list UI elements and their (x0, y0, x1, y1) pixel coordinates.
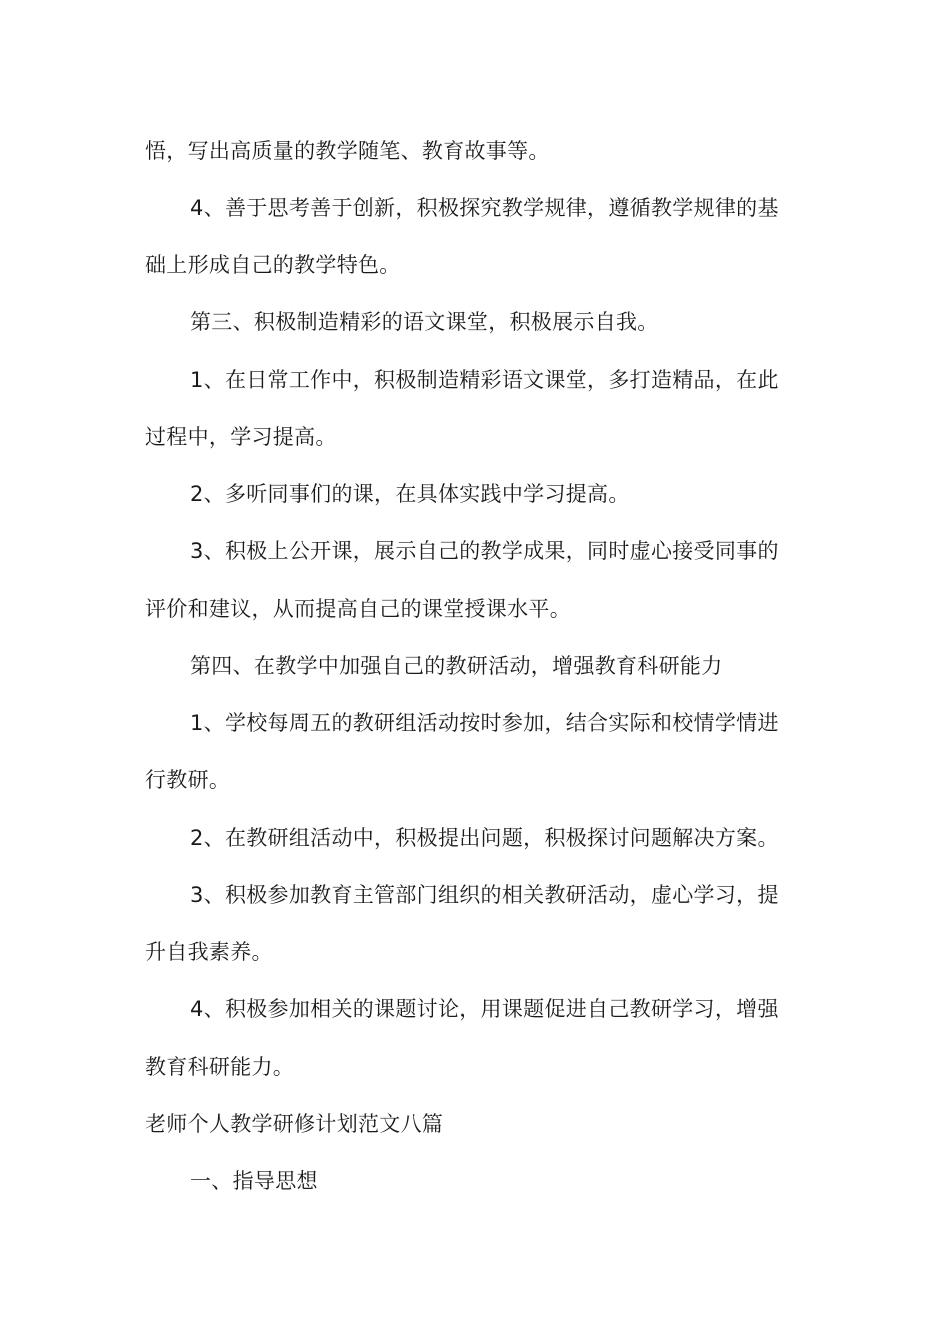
paragraph-line: 过程中，学习提高。 (145, 425, 337, 449)
paragraph-line: 教育科研能力。 (145, 1055, 295, 1079)
section-heading: 第四、在教学中加强自己的教研活动，增强教育科研能力 (190, 654, 723, 678)
paragraph-line: 升自我素养。 (145, 940, 273, 964)
paragraph-line: 1、在日常工作中，积极制造精彩语文课堂，多打造精品，在此 (190, 368, 779, 392)
paragraph-line: 悟，写出高质量的教学随笔、教育故事等。 (145, 139, 550, 163)
paragraph-line: 3、积极参加教育主管部门组织的相关教研活动，虚心学习，提 (190, 883, 779, 907)
section-heading: 第三、积极制造精彩的语文课堂，积极展示自我。 (190, 310, 659, 334)
paragraph-line: 2、在教研组活动中，积极提出问题，积极探讨问题解决方案。 (190, 826, 779, 850)
paragraph-line: 评价和建议，从而提高自己的课堂授课水平。 (145, 597, 571, 621)
paragraph-line: 4、善于思考善于创新，积极探究教学规律，遵循教学规律的基 (190, 196, 779, 220)
paragraph-line: 行教研。 (145, 768, 231, 792)
paragraph-line: 础上形成自己的教学特色。 (145, 253, 401, 277)
paragraph-line: 3、积极上公开课，展示自己的教学成果，同时虚心接受同事的 (190, 539, 779, 563)
paragraph-line: 2、多听同事们的课，在具体实践中学习提高。 (190, 482, 630, 506)
paragraph-line: 1、学校每周五的教研组活动按时参加，结合实际和校情学情进 (190, 711, 779, 735)
section-heading: 一、指导思想 (190, 1169, 318, 1193)
document-title: 老师个人教学研修计划范文八篇 (145, 1112, 444, 1136)
paragraph-line: 4、积极参加相关的课题讨论，用课题促进自己教研学习，增强 (190, 997, 779, 1021)
